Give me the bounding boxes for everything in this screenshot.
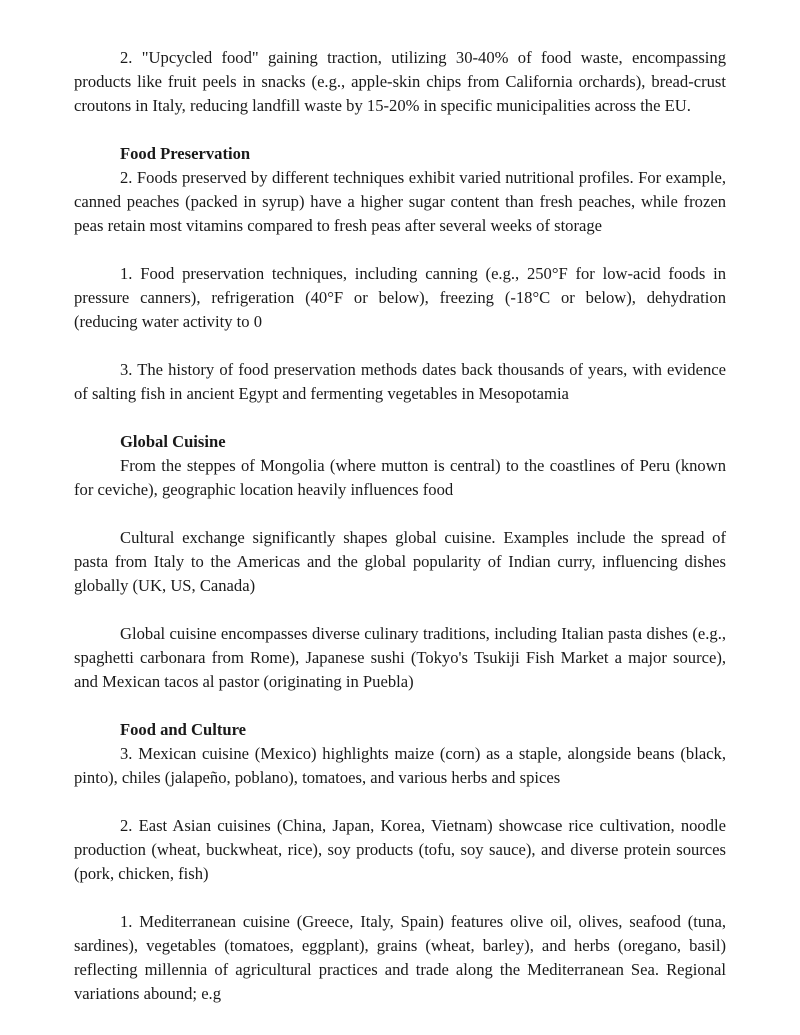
paragraph: 2. "Upcycled food" gaining traction, utilizing 30-40% of food waste, encompassing products like fruit peels in snacks (e.g., apple-skin chips from California orchards), bread-crust croutons in Italy, reducing landfill waste by 15-20% in specific municipalities across the EU. [74, 48, 726, 115]
paragraph: 1. Food preservation techniques, including canning (e.g., 250°F for low-acid foods in pressure canners), refrigeration (40°F or below), freezing (-18°C or below), dehydration (reducing water activity to 0 [74, 264, 726, 331]
section-heading: Food Preservation [120, 144, 251, 163]
paragraph: 3. The history of food preservation methods dates back thousands of years, with evidence of salting fish in ancient Egypt and fermenting vegetables in Mesopotamia [74, 360, 726, 403]
section-food-and-culture [74, 718, 726, 1006]
section-heading: Global Cuisine [120, 432, 226, 451]
paragraph: From the steppes of Mongolia (where mutton is central) to the coastlines of Peru (known for ceviche), geographic location heavily influences food [74, 456, 726, 499]
paragraph: Cultural exchange significantly shapes global cuisine. Examples include the spread of pasta from Italy to the Americas and the global popularity of Indian curry, influencing dishes globally (UK, US, Canada) [74, 528, 726, 595]
section-food-preservation [74, 142, 726, 406]
document-page [74, 46, 726, 1030]
paragraph: 1. Mediterranean cuisine (Greece, Italy, Spain) features olive oil, olives, seafood (tuna, sardines), vegetables (tomatoes, eggplant), grains (wheat, barley), and herbs (oregano, basil) reflecting millennia of agricultural practices and trade along the Mediterranean Sea. Regional variations abound; e.g [74, 912, 726, 1003]
section-upcycled-food [74, 46, 726, 118]
section-global-cuisine [74, 430, 726, 694]
paragraph: Global cuisine encompasses diverse culinary traditions, including Italian pasta dishes (e.g., spaghetti carbonara from Rome), Japanese sushi (Tokyo's Tsukiji Fish Market a major source), and Mexican tacos al pastor (originating in Puebla) [74, 624, 726, 691]
section-heading: Food and Culture [120, 720, 247, 739]
paragraph: 2. Foods preserved by different techniques exhibit varied nutritional profiles. For example, canned peaches (packed in syrup) have a higher sugar content than fresh peaches, while frozen peas retain most vitamins compared to fresh peas after several weeks of storage [74, 168, 726, 235]
paragraph: 3. Mexican cuisine (Mexico) highlights maize (corn) as a staple, alongside beans (black, pinto), chiles (jalapeño, poblano), tomatoes, and various herbs and spices [74, 744, 726, 787]
paragraph: 2. East Asian cuisines (China, Japan, Korea, Vietnam) showcase rice cultivation, noodle production (wheat, buckwheat, rice), soy products (tofu, soy sauce), and diverse protein sources (pork, chicken, fish) [74, 816, 726, 883]
